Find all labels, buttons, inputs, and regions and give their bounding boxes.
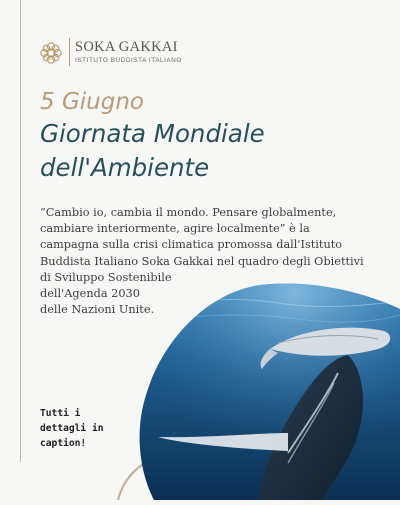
title-line: dell'Ambiente <box>40 153 210 182</box>
brand-name: SOKA GAKKAI <box>75 39 178 55</box>
caption-note <box>40 406 140 451</box>
caption-line: dettagli in <box>40 423 104 434</box>
title-line: Giornata Mondiale <box>40 119 265 148</box>
body-line: dell'Agenda 2030 <box>40 287 140 301</box>
whale-photo <box>138 283 400 500</box>
caption-line: Tutti i <box>40 408 81 419</box>
body-line: cambiare interiormente, agire localmente” è la <box>40 222 310 236</box>
body-line: Buddista Italiano Soka Gakkai nel quadro degli Obiettivi <box>40 254 364 268</box>
body-line: “Cambio io, cambia il mondo. Pensare globalmente, <box>40 206 337 219</box>
caption-line: caption! <box>40 438 87 449</box>
body-line: campagna sulla crisi climatica promossa dall'Istituto <box>40 238 343 252</box>
brand-subtitle: ISTITUTO BUDDISTA ITALIANO <box>75 57 182 64</box>
event-date: 5 Giugno <box>40 89 144 115</box>
body-line: di Sviluppo Sostenibile <box>40 270 172 284</box>
body-line: delle Nazioni Unite. <box>40 303 155 317</box>
